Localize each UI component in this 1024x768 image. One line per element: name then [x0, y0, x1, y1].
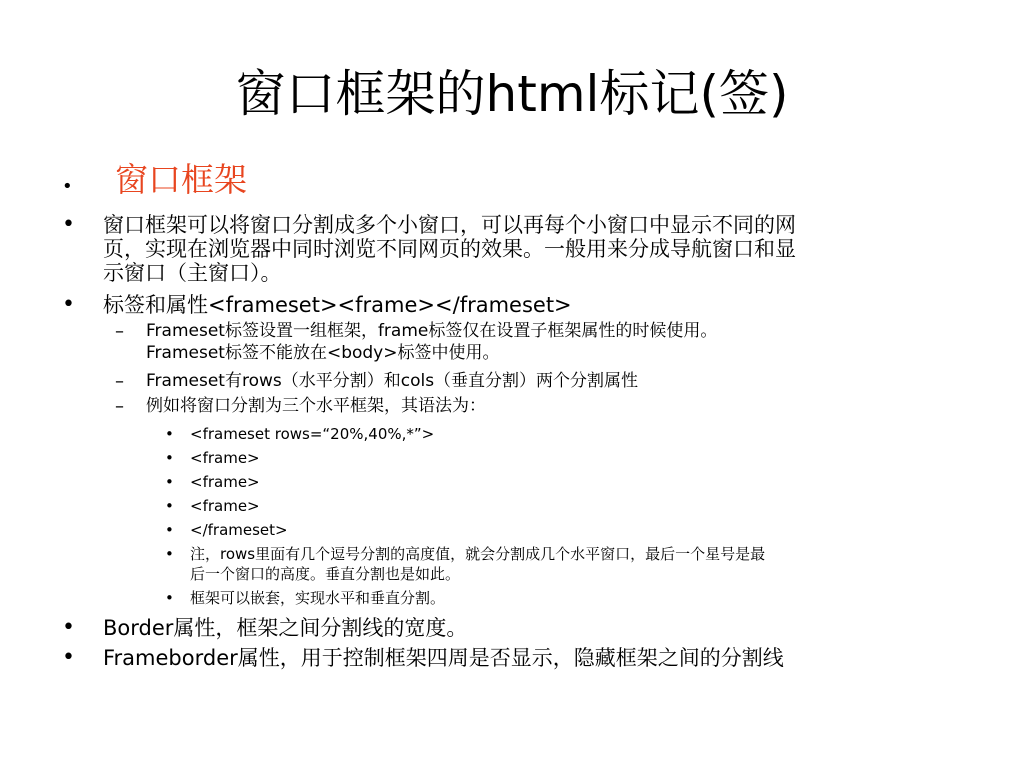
bullet-marker: • [165, 473, 174, 491]
bullet-marker: • [165, 589, 174, 607]
bullet-marker: – [115, 396, 124, 417]
bullet-marker: • [62, 176, 73, 197]
bullet-marker: • [165, 521, 174, 539]
note-line-2: 后一个窗口的高度。垂直分割也是如此。 [190, 565, 461, 583]
bullet-marker: – [115, 321, 124, 342]
code-text: <frame> [190, 497, 260, 515]
rows-cols-text: Frameset有rows（水平分割）和cols（垂直分割）两个分割属性 [146, 371, 639, 391]
slide-title: 窗口框架的html标记(签) [235, 65, 789, 123]
bullet-marker: • [62, 212, 75, 237]
intro-line-1: 窗口框架可以将窗口分割成多个小窗口，可以再每个小窗口中显示不同的网 [103, 213, 796, 237]
frameset-line-1: Frameset标签设置一组框架，frame标签仅在设置子框架属性的时候使用。 [146, 321, 718, 341]
code-text: <frame> [190, 473, 260, 491]
bullet-marker: • [62, 292, 75, 317]
code-text: <frame> [190, 449, 260, 467]
intro-line-2: 页，实现在浏览器中同时浏览不同网页的效果。一般用来分成导航窗口和显 [103, 237, 796, 261]
note-text: 框架可以嵌套，实现水平和垂直分割。 [190, 589, 446, 607]
note-line-1: 注，rows里面有几个逗号分割的高度值，就会分割成几个水平窗口，最后一个星号是最 [190, 545, 766, 563]
code-text: </frameset> [190, 521, 288, 539]
bullet-marker: • [165, 425, 174, 443]
bullet-marker: • [165, 449, 174, 467]
bullet-marker: • [62, 645, 75, 670]
heading-text: 窗口框架 [115, 160, 247, 199]
bullet-marker: • [165, 497, 174, 515]
bullet-marker: • [62, 615, 75, 640]
intro-line-3: 示窗口（主窗口）。 [103, 261, 282, 285]
frameborder-text: Frameborder属性，用于控制框架四周是否显示，隐藏框架之间的分割线 [103, 646, 784, 670]
code-text: <frameset rows=“20%,40%,*”> [190, 425, 435, 443]
border-text: Border属性，框架之间分割线的宽度。 [103, 616, 468, 640]
frameset-line-2: Frameset标签不能放在<body>标签中使用。 [146, 343, 500, 363]
bullet-marker: – [115, 371, 124, 392]
bullet-marker: • [165, 545, 174, 563]
example-text: 例如将窗口分割为三个水平框架，其语法为： [146, 396, 486, 416]
tags-text: 标签和属性<frameset><frame></frameset> [103, 293, 572, 317]
